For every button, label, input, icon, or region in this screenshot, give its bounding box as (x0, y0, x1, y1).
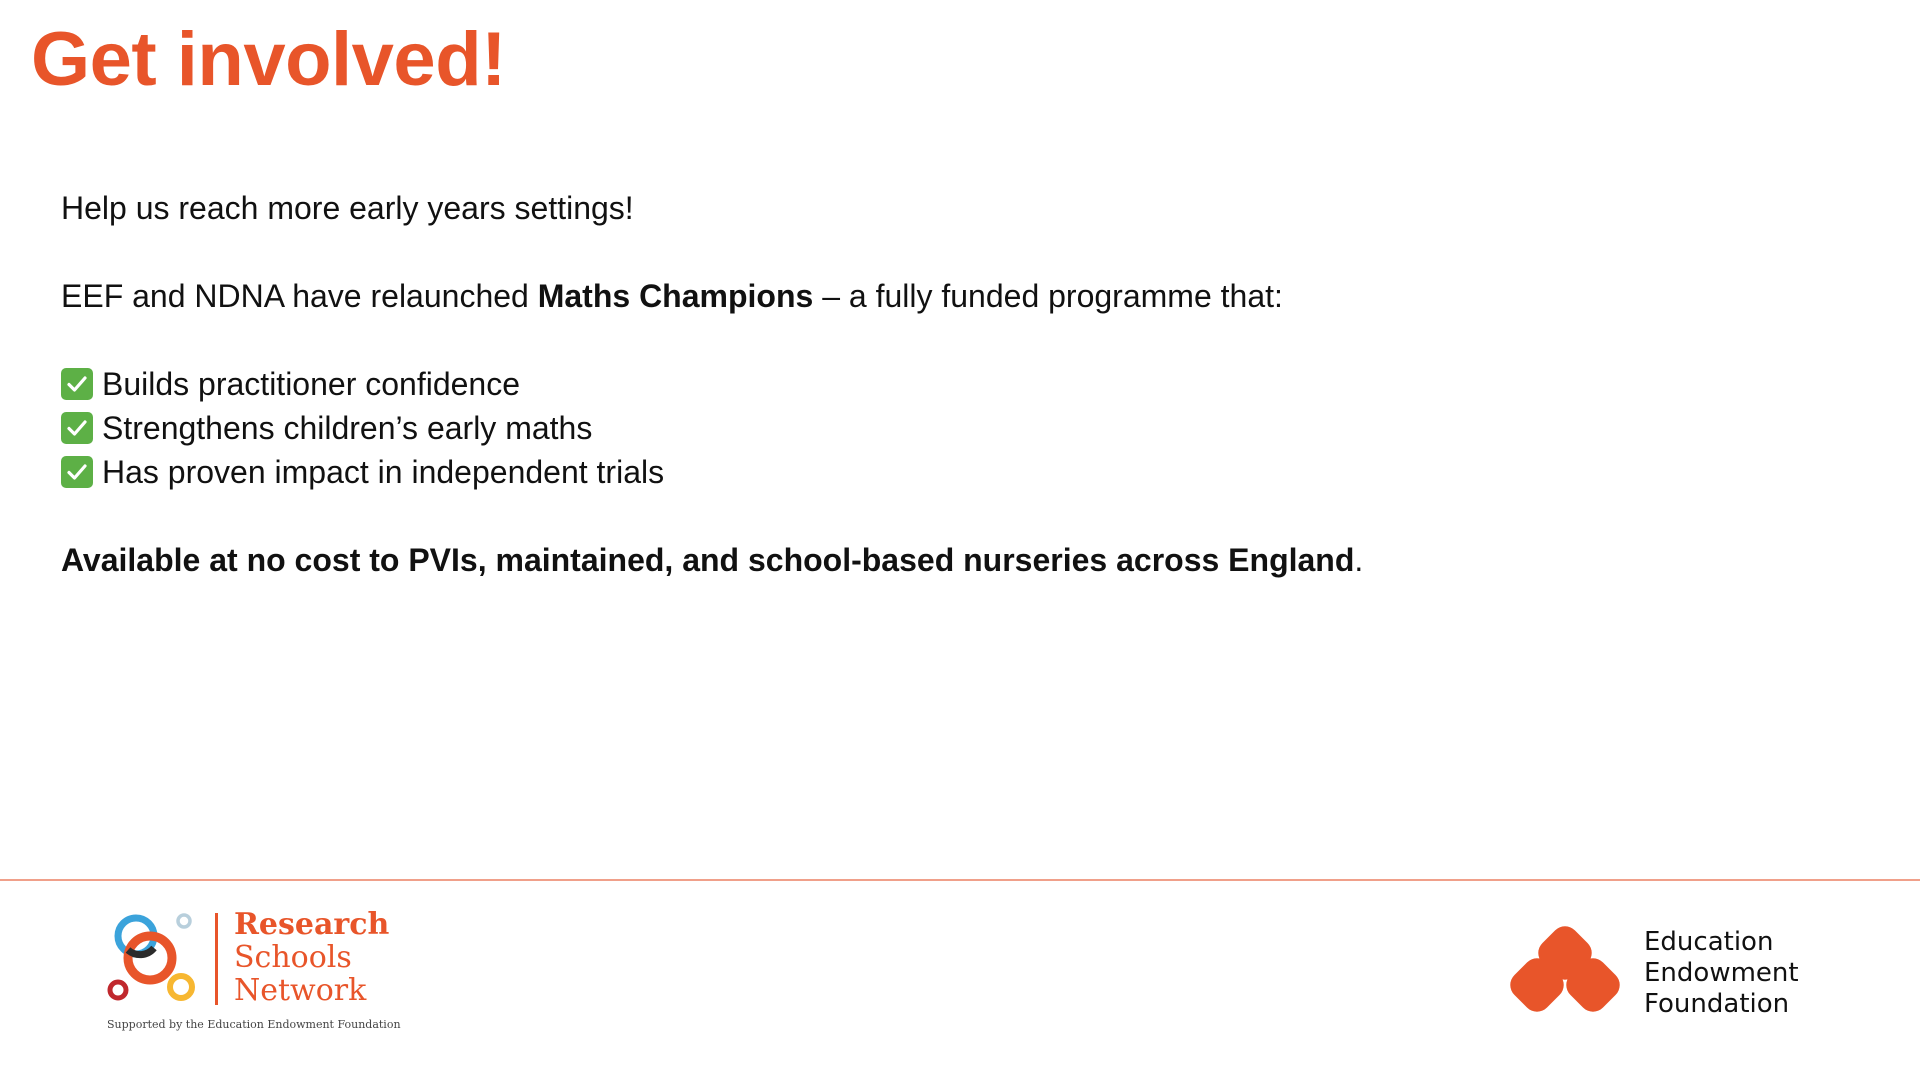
programme-name: Maths Champions (537, 278, 814, 314)
spacer (61, 318, 1561, 362)
research-schools-network-logo (106, 907, 401, 1038)
rsn-divider (215, 913, 218, 1005)
check-mark-icon (61, 412, 93, 444)
rsn-tagline: Supported by the Education Endowment Foundation (107, 1018, 401, 1031)
eef-line-2: Endowment (1644, 958, 1799, 988)
benefit-text: Builds practitioner confidence (102, 366, 521, 402)
rsn-line-3: Network (234, 973, 367, 1008)
relaunch-prefix: EEF and NDNA have relaunched (61, 278, 538, 314)
slide-title: Get involved! (31, 17, 506, 102)
availability-end: . (1354, 542, 1364, 578)
slide-body (61, 186, 1561, 582)
intro-text: Help us reach more early years settings! (61, 190, 634, 226)
footer-divider (0, 879, 1920, 881)
rsn-wordmark (234, 908, 389, 1007)
relaunch-text (61, 274, 1561, 318)
education-endowment-foundation-logo (1506, 924, 1816, 1019)
benefit-text: Has proven impact in independent trials (102, 454, 665, 490)
rsn-line-2: Schools (234, 940, 352, 975)
benefit-text: Strengthens children’s early maths (102, 410, 593, 446)
availability-bold: Available at no cost to PVIs, maintained, and school-based nurseries across England (61, 542, 1355, 578)
eef-mark-icon (1506, 924, 1624, 1016)
rsn-line-1: Research (234, 907, 390, 942)
spacer (61, 230, 1561, 274)
spacer (61, 494, 1561, 538)
check-mark-icon (61, 456, 93, 488)
benefit-item (61, 450, 1561, 494)
rsn-rings-icon (106, 908, 206, 1008)
check-mark-icon (61, 368, 93, 400)
benefit-item (61, 362, 1561, 406)
availability-text (61, 538, 1561, 582)
eef-line-3: Foundation (1644, 989, 1790, 1019)
eef-wordmark (1644, 927, 1799, 1020)
benefit-item (61, 406, 1561, 450)
relaunch-suffix: – a fully funded programme that: (813, 278, 1283, 314)
eef-line-1: Education (1644, 927, 1774, 957)
